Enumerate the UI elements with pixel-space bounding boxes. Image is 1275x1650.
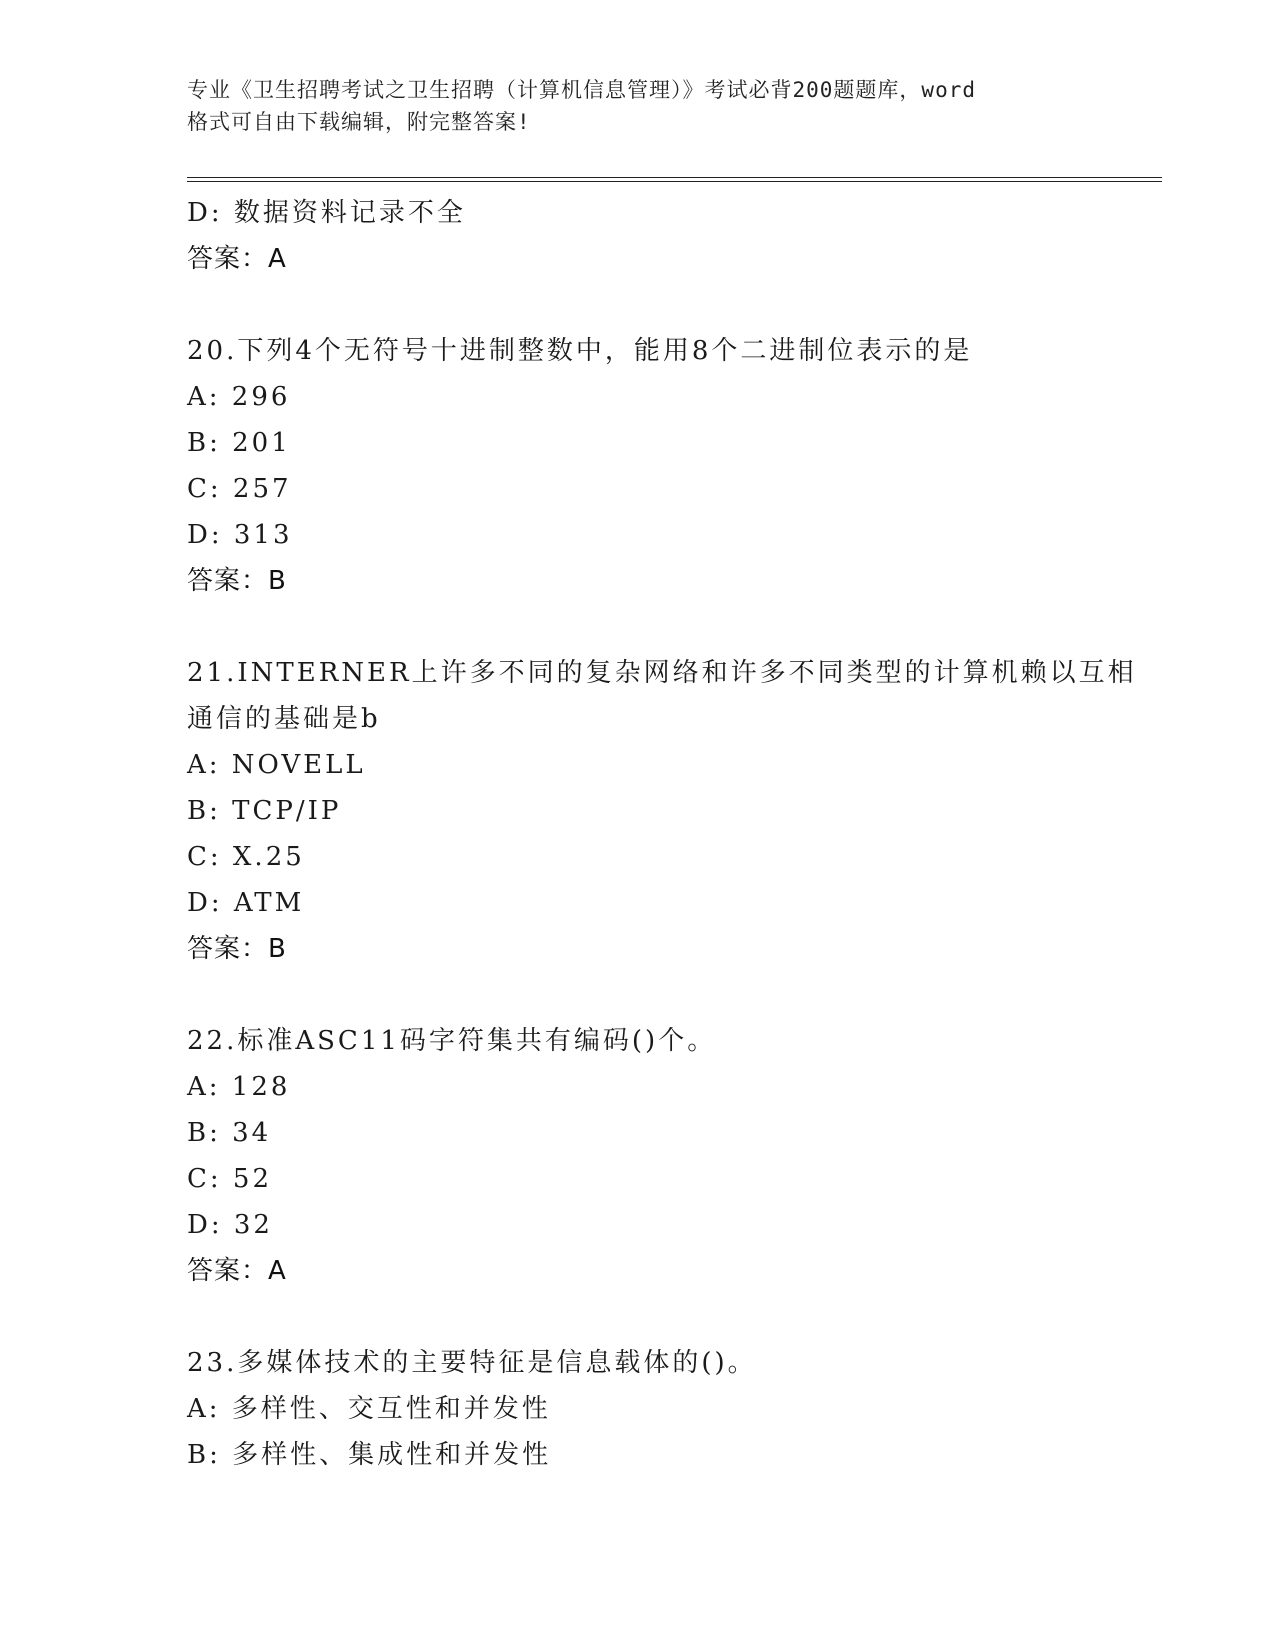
option-a: A: NOVELL bbox=[187, 750, 366, 780]
option-b: B: 201 bbox=[187, 428, 291, 458]
question-text-line-1: 21.INTERNER上许多不同的复杂网络和许多不同类型的计算机赖以互相 bbox=[187, 658, 1137, 688]
question-text: 20.下列4个无符号十进制整数中，能用8个二进制位表示的是 bbox=[187, 336, 973, 366]
option-a: A: 296 bbox=[187, 382, 291, 412]
option-c: C: 257 bbox=[187, 474, 292, 504]
header-divider bbox=[187, 177, 1162, 182]
question-21 bbox=[187, 650, 1162, 972]
option-a: A: 多样性、交互性和并发性 bbox=[187, 1394, 551, 1424]
document-body bbox=[187, 190, 1162, 1478]
answer: 答案：A bbox=[187, 1256, 287, 1286]
option-d: D: 数据资料记录不全 bbox=[187, 198, 466, 228]
header-line-1: 专业《卫生招聘考试之卫生招聘（计算机信息管理）》考试必背200题题库，word bbox=[187, 78, 976, 102]
option-b: B: 多样性、集成性和并发性 bbox=[187, 1440, 552, 1470]
answer: 答案：B bbox=[187, 566, 287, 596]
option-d: D: 313 bbox=[187, 520, 293, 550]
question-19-tail bbox=[187, 190, 1162, 282]
document-header bbox=[187, 74, 1087, 138]
option-d: D: ATM bbox=[187, 888, 305, 918]
option-b: B: 34 bbox=[187, 1118, 272, 1148]
question-text: 22.标准ASC11码字符集共有编码()个。 bbox=[187, 1026, 717, 1056]
option-b: B: TCP/IP bbox=[187, 796, 342, 826]
question-text-line-2: 通信的基础是b bbox=[187, 704, 381, 734]
question-23 bbox=[187, 1340, 1162, 1478]
answer: 答案：A bbox=[187, 244, 287, 274]
option-d: D: 32 bbox=[187, 1210, 273, 1240]
option-a: A: 128 bbox=[187, 1072, 291, 1102]
question-20 bbox=[187, 328, 1162, 604]
option-c: C: 52 bbox=[187, 1164, 273, 1194]
question-22 bbox=[187, 1018, 1162, 1294]
option-c: C: X.25 bbox=[187, 842, 305, 872]
question-text: 23.多媒体技术的主要特征是信息载体的()。 bbox=[187, 1348, 757, 1378]
answer: 答案：B bbox=[187, 934, 287, 964]
header-line-2: 格式可自由下载编辑，附完整答案! bbox=[187, 110, 531, 134]
